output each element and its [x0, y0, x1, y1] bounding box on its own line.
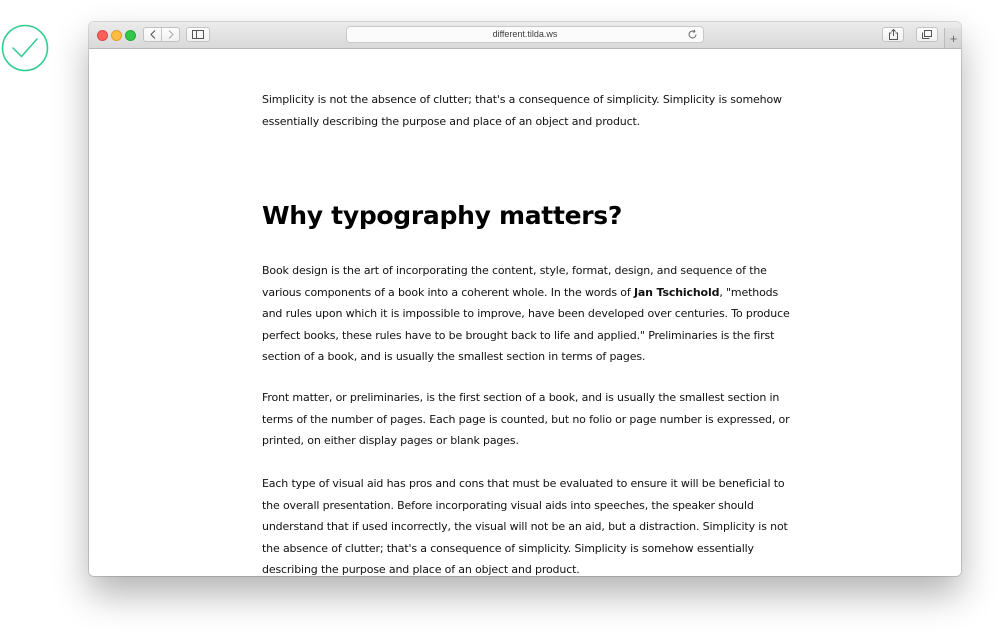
address-url: different.tilda.ws — [492, 29, 558, 39]
checkmark-circle-icon — [1, 24, 49, 72]
share-button[interactable] — [882, 27, 904, 42]
chevron-left-icon — [150, 30, 156, 39]
paragraph-text: Book design is the art of incorporating the content, style, format, design, and sequence of the various components of a book into a coherent whole. In the words of — [262, 264, 767, 299]
new-tab-button[interactable]: + — [944, 28, 961, 48]
back-button[interactable] — [144, 28, 161, 41]
browser-window — [89, 22, 961, 576]
front-matter-paragraph: Front matter, or preliminaries, is the first section of a book, and is usually the smallest section in terms of the number of pages. Each page is counted, but no folio or page number is expressed, or printed, on either display pages or blank pages. — [262, 391, 790, 447]
paragraph-text: , "methods and rules upon which it is impossible to improve, have been developed over centuries. To produce perfect books, these rules have to be brought back to life and applied." Preliminaries is the first section of a book, and is usually the smallest section in terms of pages. — [262, 285, 790, 363]
tabs-overview-button[interactable] — [916, 27, 938, 42]
sidebar-icon — [192, 30, 204, 39]
visual-aid-paragraph: Each type of visual aid has pros and cons that must be evaluated to ensure it will be beneficial to the overall presentation. Before incorporating visual aids into speeches, the speaker should understand that if used incorrectly, the visual will not be an aid, but a distraction. Simplicity is not the absence of clutter; that's a consequence of simplicity. Simplicity is somehow essentially describing the purpose and place of an object and product. — [262, 477, 788, 576]
browser-toolbar — [89, 22, 961, 49]
chevron-right-icon — [168, 30, 174, 39]
web-page-content — [89, 49, 961, 576]
tabs-overview-icon — [922, 30, 932, 39]
reload-icon[interactable] — [687, 29, 698, 40]
intro-paragraph: Simplicity is not the absence of clutter; that's a consequence of simplicity. Simplicity is somehow essentially describing the purpose and place of an object and product. — [262, 93, 782, 128]
sidebar-toggle-button[interactable] — [186, 27, 210, 42]
minimize-window-button[interactable] — [111, 30, 122, 41]
close-window-button[interactable] — [97, 30, 108, 41]
forward-button[interactable] — [161, 28, 179, 41]
zoom-window-button[interactable] — [125, 30, 136, 41]
author-name: Jan Tschichold — [633, 285, 720, 299]
address-bar[interactable] — [346, 26, 704, 43]
section-heading: Why typography matters? — [262, 201, 623, 230]
share-icon — [889, 29, 898, 40]
book-design-paragraph — [262, 260, 792, 368]
history-navigation — [143, 27, 180, 42]
